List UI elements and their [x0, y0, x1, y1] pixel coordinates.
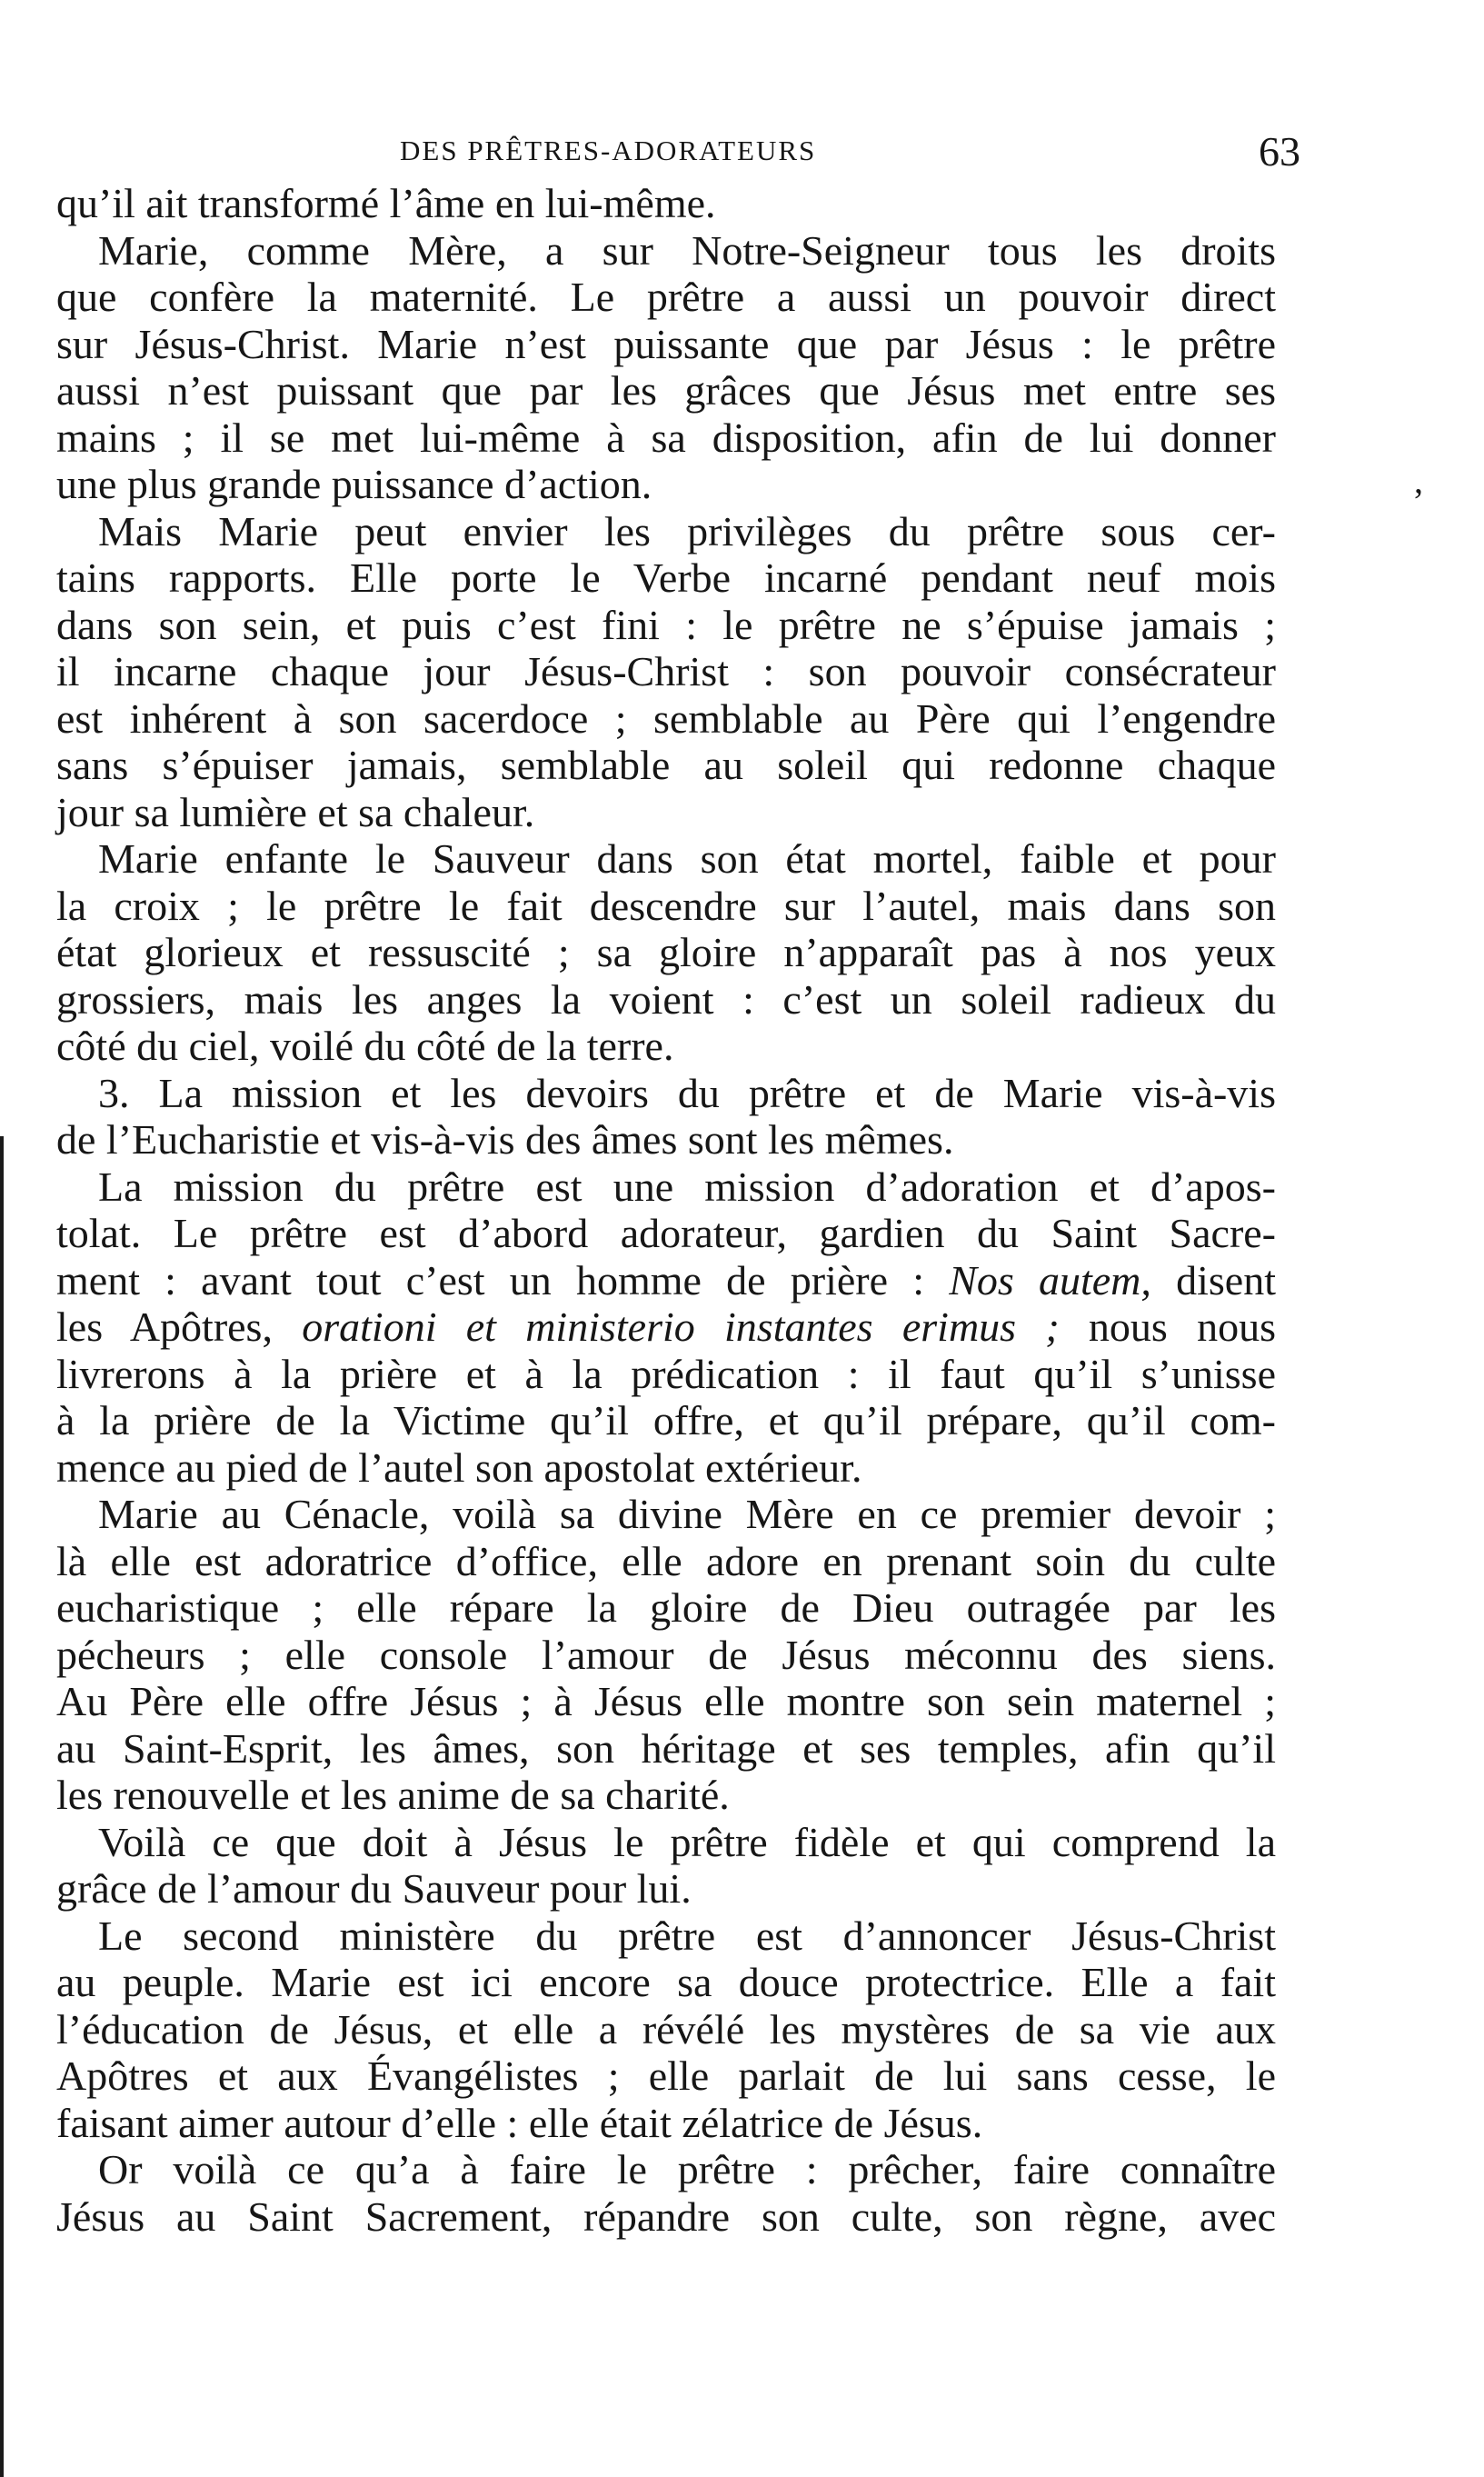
text-segment: Or voilà ce qu’a à faire le prêtre : prêcher, faire connaître — [98, 2146, 1276, 2192]
text-segment: livrerons à la prière et à la prédication : il faut qu’il s’unisse — [56, 1350, 1276, 1397]
text-line — [56, 1491, 1276, 1538]
text-segment: Le second ministère du prêtre est d’annoncer Jésus-Christ — [98, 1912, 1276, 1959]
text-segment: Marie, comme Mère, a sur Notre-Seigneur tous les droits — [98, 226, 1276, 274]
text-line — [56, 929, 1276, 976]
text-segment: à la prière de la Victime qu’il offre, et qu’il prépare, qu’il com- — [56, 1397, 1276, 1443]
text-line — [56, 321, 1276, 368]
text-segment: là elle est adoratrice d’office, elle adore en prenant soin du culte — [56, 1537, 1276, 1584]
text-segment: Marie enfante le Sauveur dans son état mortel, faible et pour — [98, 835, 1276, 882]
text-segment: état glorieux et ressuscité ; sa gloire n’apparaît pas à nos yeux — [56, 929, 1276, 975]
text-line — [56, 2146, 1276, 2193]
text-segment: disent — [1150, 1256, 1276, 1303]
text-segment: au peuple. Marie est ici encore sa douce protectrice. Elle a fait — [56, 1959, 1276, 2005]
latin-italic-phrase: Nos autem, — [949, 1256, 1151, 1303]
text-line — [56, 1959, 1276, 2006]
text-line — [56, 1865, 1276, 1913]
page-edge-rule — [0, 1136, 4, 2477]
text-line — [56, 1351, 1276, 1398]
text-segment: au Saint-Esprit, les âmes, son héritage et ses temples, afin qu’il — [56, 1724, 1276, 1772]
text-line — [56, 554, 1276, 602]
text-segment: tolat. Le prêtre est d’abord adorateur, gardien du Saint Sacre- — [56, 1210, 1276, 1256]
text-segment: Au Père elle offre Jésus ; à Jésus elle montre son sein maternel ; — [56, 1678, 1276, 1724]
text-line — [56, 2100, 1276, 2147]
text-segment: ment : avant tout c’est un homme de prière : — [56, 1256, 950, 1303]
text-line — [56, 976, 1276, 1024]
text-line — [56, 1210, 1276, 1257]
text-line — [56, 1164, 1276, 1211]
text-line — [56, 508, 1276, 555]
text-segment: jour sa lumière et sa chaleur. — [56, 788, 535, 835]
text-segment: Marie au Cénacle, voilà sa divine Mère en ce premier devoir ; — [98, 1491, 1276, 1537]
text-segment: qu’il ait transformé l’âme en lui-même. — [56, 180, 716, 226]
text-line — [56, 2193, 1276, 2241]
text-segment: Jésus au Saint Sacrement, répandre son culte, son règne, avec — [56, 2192, 1276, 2240]
running-title: DES PRÊTRES-ADORATEURS — [400, 135, 817, 166]
text-line — [56, 367, 1276, 414]
text-line — [56, 274, 1276, 321]
text-line — [56, 695, 1276, 743]
text-segment: faisant aimer autour d’elle : elle était zélatrice de Jésus. — [56, 2099, 983, 2146]
text-line — [56, 835, 1276, 883]
text-segment: Mais Marie peut envier les privilèges du prêtre sous cer- — [98, 507, 1276, 554]
text-segment: les renouvelle et les anime de sa charité. — [56, 1772, 730, 1818]
text-segment: la croix ; le prêtre le fait descendre sur l’autel, mais dans son — [56, 882, 1276, 929]
text-segment: les Apôtres, — [56, 1303, 303, 1350]
text-line — [56, 1678, 1276, 1725]
text-line — [56, 1538, 1276, 1585]
page-number: 63 — [1259, 128, 1300, 175]
latin-italic-phrase: orationi et ministerio instantes erimus ; — [302, 1303, 1060, 1350]
text-segment: de l’Eucharistie et vis-à-vis des âmes sont les mêmes. — [56, 1116, 954, 1163]
text-segment: grâce de l’amour du Sauveur pour lui. — [56, 1865, 692, 1912]
text-segment: 3. La mission et les devoirs du prêtre et de Marie vis-à-vis — [98, 1069, 1276, 1116]
text-segment: sans s’épuiser jamais, semblable au soleil qui redonne chaque — [56, 742, 1276, 788]
text-line — [56, 1772, 1276, 1819]
text-segment: sur Jésus-Christ. Marie n’est puissante que par Jésus : le prêtre — [56, 320, 1276, 367]
text-segment: mence au pied de l’autel son apostolat extérieur. — [56, 1443, 862, 1491]
text-line — [56, 1444, 1276, 1492]
text-line — [56, 883, 1276, 930]
running-head — [0, 127, 1484, 173]
body-text — [56, 180, 1276, 2240]
text-segment: La mission du prêtre est une mission d’adoration et d’apos- — [98, 1163, 1276, 1210]
text-segment: est inhérent à son sacerdoce ; semblable au Père qui l’engendre — [56, 694, 1276, 742]
text-segment: l’éducation de Jésus, et elle a révélé les mystères de sa vie aux — [56, 2005, 1276, 2053]
text-segment: côté du ciel, voilé du côté de la terre. — [56, 1023, 674, 1069]
text-segment: Voilà ce que doit à Jésus le prêtre fidèle et qui comprend la — [98, 1818, 1276, 1865]
text-line — [56, 1913, 1276, 1960]
text-line — [56, 1584, 1276, 1632]
text-segment: eucharistique ; elle répare la gloire de Dieu outragée par les — [56, 1584, 1276, 1631]
text-line — [56, 1632, 1276, 1679]
text-segment: que confère la maternité. Le prêtre a aussi un pouvoir direct — [56, 274, 1276, 320]
text-segment: tains rapports. Elle porte le Verbe incarné pendant neuf mois — [56, 554, 1276, 601]
text-segment: aussi n’est puissant que par les grâces que Jésus met entre ses — [56, 367, 1276, 414]
text-segment: nous nous — [1059, 1303, 1276, 1350]
text-line — [56, 1257, 1276, 1304]
text-segment: grossiers, mais les anges la voient : c’est un soleil radieux du — [56, 975, 1276, 1023]
text-line — [56, 648, 1276, 695]
text-line — [56, 414, 1276, 462]
text-line — [56, 227, 1276, 275]
text-line — [56, 2053, 1276, 2100]
text-line — [56, 1070, 1276, 1117]
text-line — [56, 602, 1276, 649]
text-segment: pécheurs ; elle console l’amour de Jésus méconnu des siens. — [56, 1631, 1276, 1678]
text-line — [56, 789, 1276, 836]
text-line — [56, 180, 1276, 227]
text-segment: dans son sein, et puis c’est fini : le prêtre ne s’épuise jamais ; — [56, 601, 1276, 648]
text-segment: mains ; il se met lui-même à sa disposition, afin de lui donner — [56, 414, 1276, 461]
text-line — [56, 1023, 1276, 1070]
text-line — [56, 1725, 1276, 1773]
text-line — [56, 1819, 1276, 1866]
text-line — [56, 742, 1276, 789]
text-line — [56, 2006, 1276, 2053]
text-segment: Apôtres et aux Évangélistes ; elle parlait de lui sans cesse, le — [56, 2053, 1276, 2099]
text-line — [56, 1116, 1276, 1164]
margin-mark: , — [1414, 460, 1423, 501]
text-segment: une plus grande puissance d’action. — [56, 461, 652, 507]
text-line — [56, 1397, 1276, 1444]
text-line — [56, 1303, 1276, 1351]
text-segment: il incarne chaque jour Jésus-Christ : son pouvoir consécrateur — [56, 648, 1276, 694]
text-line — [56, 461, 1276, 508]
